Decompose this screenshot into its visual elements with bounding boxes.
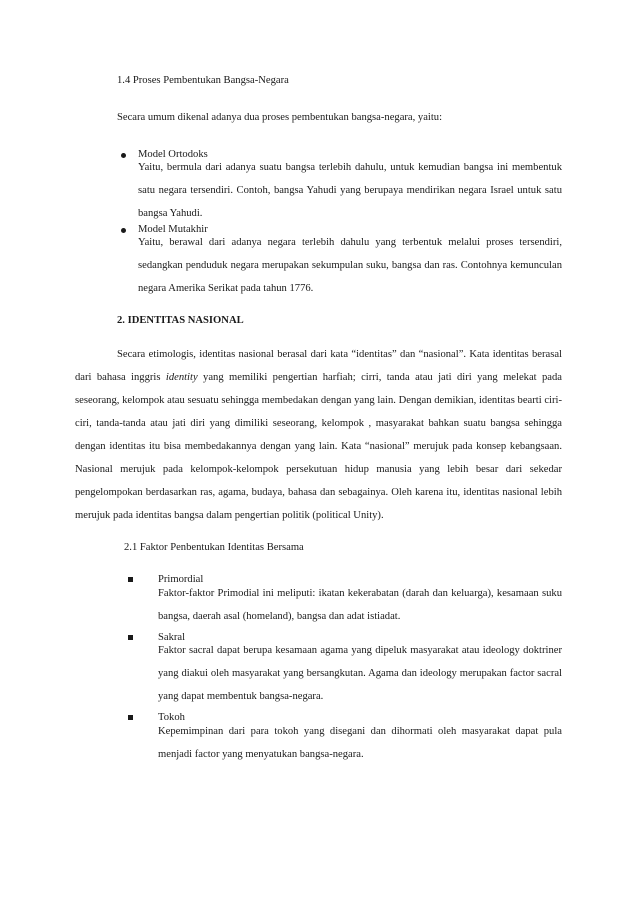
factor-text-sakral: Faktor sacral dapat berupa kesamaan agama yang dipeluk masyarakat atau ideology doktriner yang diakui oleh masyarakat yang bersangkutan. Agama dan ideology merupakan factor sacral yang dapat membentuk bangsa-negara. bbox=[158, 645, 562, 702]
paragraph-text-rest: yang memiliki pengertian harfiah; cirri, tanda atau jati diri yang melekat pada seseorang, kelompok atau sesuatu sehingga membedakan dengan yang lain. Dengan demikian, identitas bearti ciri-ciri, tanda-tanda atau jati diri yang dimiliki seseorang, kelompok , masyarakat bahkan suatu bangsa sehingga dengan identitas itu bisa membedakannya dengan yang lain. Kata “nasional” merujuk pada konsep kebangsaan. Nasional merujuk pada kelompok-kelompok persekutuan hidup manusia yang lebih besar dari sekedar pengelompokan berdasarkan ras, agama, budaya, bahasa dan sebagainya. Oleh karena itu, identitas nasional lebih merujuk pada identitas bangsa dalam pengertian politik (political Unity). bbox=[75, 372, 562, 521]
paragraph-text-start: Secara etimologis, identitas nasional berasal dari kata “identitas” dan “nasional”. Kata identitas berasal dari bahasa inggris bbox=[75, 349, 562, 383]
factor-text-tokoh: Kepemimpinan dari para tokoh yang disegani dan dihormati oleh masyarakat dapat pula menjadi factor yang menyatukan bangsa-negara. bbox=[158, 726, 562, 760]
factor-title-primordial: Primordial bbox=[158, 574, 204, 585]
section-heading-2-1: 2.1 Faktor Penbentukan Identitas Bersama bbox=[124, 542, 304, 553]
model-text-ortodoks: Yaitu, bermula dari adanya suatu bangsa terlebih dahulu, untuk kemudian bangsa ini membentuk satu negara tersendiri. Contoh, bangsa Yahudi yang berupaya mendirikan negara Israel untuk satu bangsa Yahudi. bbox=[138, 162, 562, 219]
bullet-square-icon bbox=[128, 635, 133, 640]
factor-title-sakral: Sakral bbox=[158, 632, 186, 643]
factor-title-tokoh: Tokoh bbox=[158, 712, 185, 723]
bullet-dot-icon bbox=[121, 153, 126, 158]
model-title-mutakhir: Model Mutakhir bbox=[138, 224, 208, 235]
section-heading-1-4: 1.4 Proses Pembentukan Bangsa-Negara bbox=[117, 75, 289, 86]
section-heading-2: 2. IDENTITAS NASIONAL bbox=[117, 315, 244, 326]
factor-text-primordial: Faktor-faktor Primodial ini meliputi: ikatan kekerabatan (darah dan keluarga), kesamaan suku bangsa, daerah asal (homeland), bangsa dan adat istiadat. bbox=[158, 588, 562, 622]
model-text-mutakhir: Yaitu, berawal dari adanya negara terlebih dahulu yang terbentuk melalui proses tersendiri, sedangkan penduduk negara merupakan sekumpulan suku, bangsa dan ras. Contohnya kemunculan negara Amerika Serikat pada tahun 1776. bbox=[138, 237, 562, 294]
model-title-ortodoks: Model Ortodoks bbox=[138, 149, 208, 160]
paragraph-italic-term: identity bbox=[165, 372, 198, 383]
bullet-dot-icon bbox=[121, 228, 126, 233]
section-intro: Secara umum dikenal adanya dua proses pembentukan bangsa-negara, yaitu: bbox=[117, 112, 443, 123]
bullet-square-icon bbox=[128, 577, 133, 582]
identitas-paragraph bbox=[75, 343, 562, 527]
bullet-square-icon bbox=[128, 715, 133, 720]
